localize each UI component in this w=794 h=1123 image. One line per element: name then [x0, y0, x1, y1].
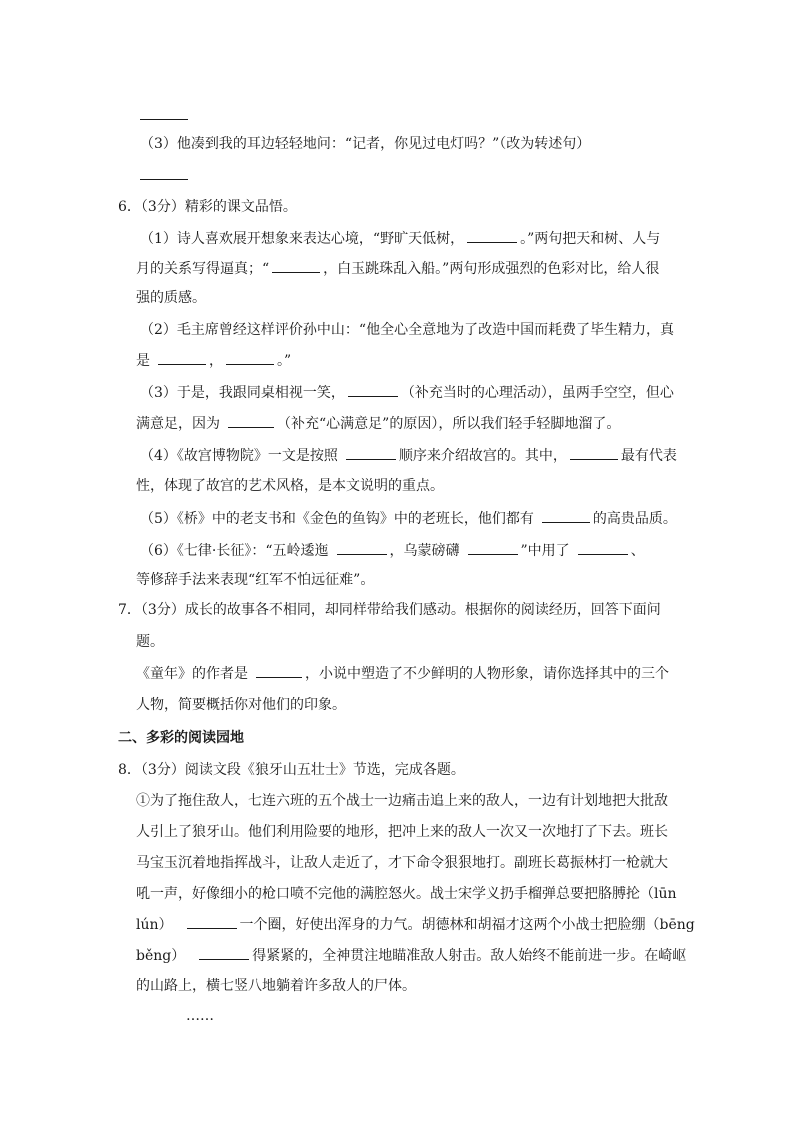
fill-blank [226, 350, 274, 365]
q6-item4-line1 [140, 445, 677, 465]
q5-item3 [140, 134, 590, 154]
fill-blank [199, 945, 249, 960]
q8-passage-line1 [136, 791, 668, 811]
text: 顺序来介绍故宫的。其中， [398, 448, 567, 464]
text: 最有代表 [620, 448, 677, 464]
text: 强的质感。 [136, 290, 206, 306]
q7-stem-line1 [118, 600, 661, 620]
q6-item1-line2 [136, 258, 659, 278]
text: （补充“心满意足”的原因），所以我们轻手轻脚地溜了。 [277, 416, 621, 432]
q5-item3-text: （3）他凑到我的耳边轻轻地问：“记者，你见过电灯吗？”（改为转述句） [140, 136, 591, 152]
text: ， [209, 353, 223, 369]
text: 的山路上，横七竖八地躺着许多敌人的尸体。 [136, 978, 416, 994]
text: 等修辞手法来表现“红军不怕远征难”。 [136, 572, 375, 588]
text: 马宝玉沉着地指挥战斗，让敌人走近了，才下命令狠狠地打。副班长葛振林打一枪就大 [136, 855, 668, 871]
text: ”中用了 [520, 543, 570, 559]
q8-ellipsis [186, 1006, 214, 1026]
text: běng） [136, 948, 186, 964]
q6-item6-line2 [136, 570, 374, 590]
text: 《童年》的作者是 [136, 666, 248, 682]
text: （1）诗人喜欢展开想象来表达心境，“野旷天低树， [140, 231, 465, 247]
text: 满意足，因为 [136, 416, 220, 432]
fill-blank [256, 663, 302, 678]
q8-passage-line6 [136, 945, 686, 965]
fill-blank [337, 540, 387, 555]
text: 、 [630, 543, 645, 559]
answer-blank [140, 179, 188, 180]
q6-item5 [140, 508, 677, 528]
fill-blank [346, 445, 396, 460]
q8-passage-line3 [136, 853, 668, 873]
q6-item1-line1 [140, 228, 660, 248]
q6-stem [118, 197, 297, 217]
q7-body-line1 [136, 663, 669, 683]
text: ，白玉跳珠乱入船。”两句形成强烈的色彩对比，给人很 [323, 261, 660, 277]
text: 一个圈，好使出浑身的力气。胡德林和胡福才这两个小战士把脸绷（bēng [239, 917, 695, 933]
answer-blank [140, 119, 188, 120]
text: （3）于是，我跟同桌相视一笑， [140, 385, 345, 401]
text: 7．（3分）成长的故事各不相同，却同样带给我们感动。根据你的阅读经历，回答下面问 [118, 602, 661, 618]
text: （2）毛主席曾经这样评价孙中山：“他全心全意地为了改造中国而耗费了毕生精力，真 [140, 322, 675, 338]
q6-item3-line1 [140, 382, 674, 402]
text: 人物，简要概括你对他们的印象。 [136, 697, 346, 713]
text: ①为了拖住敌人，七连六班的五个战士一边痛击追上来的敌人，一边有计划地把大批敌 [136, 793, 668, 809]
text: 的高贵品质。 [592, 511, 677, 527]
text: 性，体现了故宫的艺术风格，是本文说明的重点。 [136, 478, 444, 494]
text: ，小说中塑造了不少鲜明的人物形象，请你选择其中的三个 [305, 666, 669, 682]
text: 得紧紧的，全神贯注地瞄准敌人射击。敌人始终不能前进一步。在崎岖 [252, 948, 687, 964]
q8-passage-line7 [136, 976, 416, 996]
text: 。” [277, 353, 292, 369]
text: （5）《桥》中的老支书和《金色的鱼钩》中的老班长，他们都有 [140, 511, 534, 527]
text: 8．（3分）阅读文段《狼牙山五壮士》节选，完成各题。 [118, 762, 465, 778]
text: ，乌蒙磅礴 [389, 543, 460, 559]
fill-blank [578, 540, 628, 555]
q6-item2-line2 [136, 350, 291, 370]
fill-blank [228, 413, 274, 428]
fill-blank [348, 382, 398, 397]
text: （6）《七律·长征》：“五岭逶迤 [140, 543, 329, 559]
fill-blank [468, 540, 518, 555]
fill-blank [467, 228, 517, 243]
q8-passage-line2 [136, 822, 668, 842]
text: 是 [136, 353, 150, 369]
text: …… [186, 1008, 214, 1024]
q8-stem [118, 760, 465, 780]
q6-item1-line3 [136, 288, 206, 308]
section-title [118, 728, 244, 748]
q6-item2-line1 [140, 320, 674, 340]
q8-passage-line5 [136, 914, 695, 934]
section-title-text: 二、多彩的阅读园地 [118, 730, 244, 746]
text: lún） [136, 917, 173, 933]
q6-item6-line1 [140, 540, 645, 560]
text: 人引上了狼牙山。他们利用险要的地形，把冲上来的敌人一次又一次地打了下去。班长 [136, 824, 668, 840]
q6-stem-text: 6．（3分）精彩的课文品悟。 [118, 199, 297, 215]
text: 吼一声，好像细小的枪口喷不完他的满腔怒火。战士宋学义扔手榴弹总要把胳膊抡（lūn [136, 886, 677, 902]
fill-blank [272, 258, 320, 273]
fill-blank [570, 445, 618, 460]
fill-blank [187, 914, 237, 929]
text: （补充当时的心理活动），虽两手空空，但心 [400, 385, 674, 401]
q7-stem-line2 [136, 632, 164, 652]
text: 月的关系写得逼真；“ [136, 261, 270, 277]
text: （4）《故宫博物院》一文是按照 [140, 448, 338, 464]
q8-passage-line4 [136, 884, 677, 904]
q6-item4-line2 [136, 476, 444, 496]
text: 。”两句把天和树、人与 [520, 231, 661, 247]
fill-blank [542, 508, 590, 523]
q7-body-line2 [136, 695, 346, 715]
text: 题。 [136, 634, 164, 650]
q6-item3-line2 [136, 413, 620, 433]
fill-blank [158, 350, 206, 365]
